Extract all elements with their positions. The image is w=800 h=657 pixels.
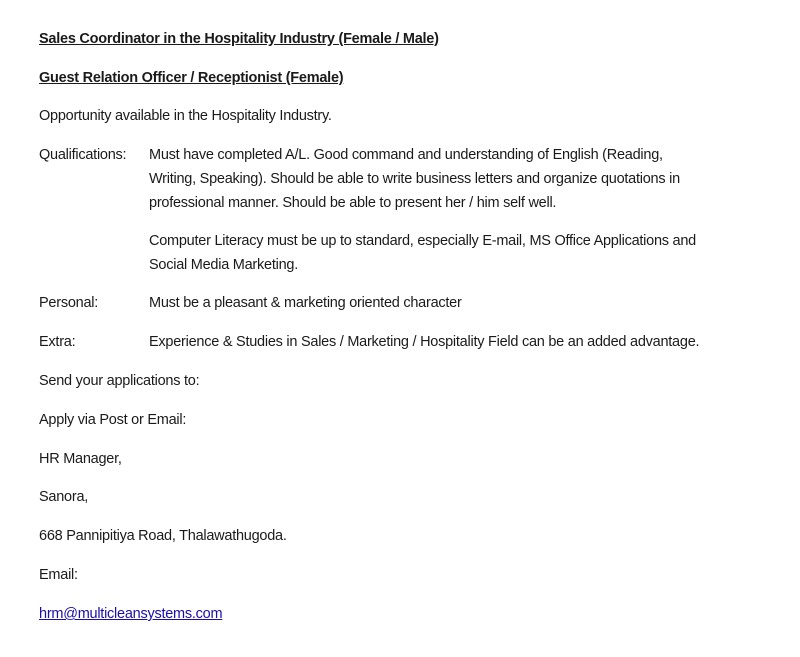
extra-label: Extra: <box>39 334 76 350</box>
send-applications-text: Send your applications to: <box>39 373 200 389</box>
qualifications-line: Must have completed A/L. Good command and understanding of English (Reading, <box>149 147 663 163</box>
recipient-text: HR Manager, <box>39 451 122 467</box>
company-text: Sanora, <box>39 489 89 505</box>
job-title-guest-relation-officer: Guest Relation Officer / Receptionist (Female) <box>39 70 344 86</box>
apply-via-text: Apply via Post or Email: <box>39 412 187 428</box>
computer-literacy-line: Social Media Marketing. <box>149 257 298 273</box>
intro-text: Opportunity available in the Hospitality Industry. <box>39 108 332 124</box>
qualifications-line: professional manner. Should be able to present her / him self well. <box>149 195 557 211</box>
job-title-sales-coordinator: Sales Coordinator in the Hospitality Industry (Female / Male) <box>39 31 439 47</box>
computer-literacy-line: Computer Literacy must be up to standard, especially E-mail, MS Office Applications and <box>149 233 696 249</box>
email-label: Email: <box>39 567 78 583</box>
qualifications-line: Writing, Speaking). Should be able to write business letters and organize quotations in <box>149 171 680 187</box>
qualifications-label: Qualifications: <box>39 147 127 163</box>
email-link[interactable]: hrm@multicleansystems.com <box>39 606 223 622</box>
personal-label: Personal: <box>39 295 99 311</box>
personal-value: Must be a pleasant & marketing oriented character <box>149 295 462 311</box>
extra-value: Experience & Studies in Sales / Marketing / Hospitality Field can be an added advantage. <box>149 334 700 350</box>
address-text: 668 Pannipitiya Road, Thalawathugoda. <box>39 528 287 544</box>
